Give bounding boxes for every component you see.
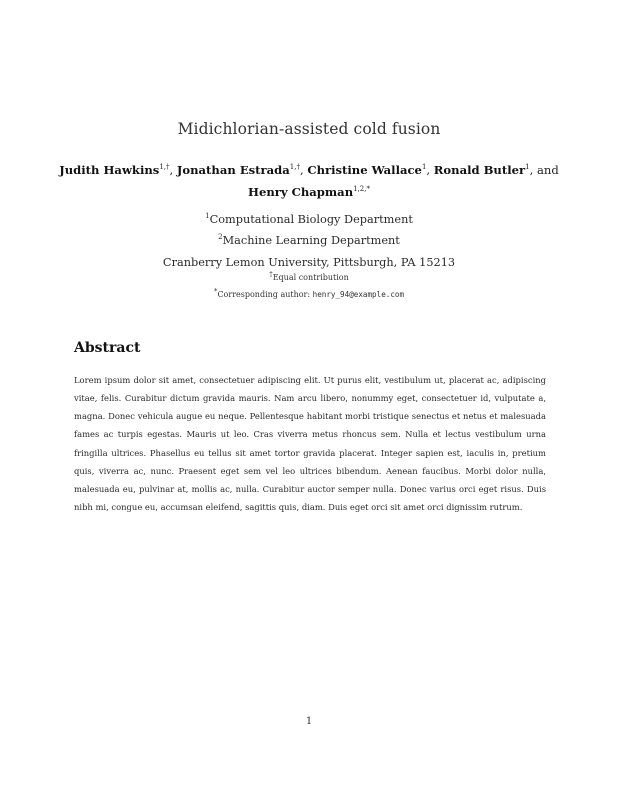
abstract-body: Lorem ipsum dolor sit amet, consectetuer adipiscing elit. Ut purus elit, vestibulum ut, placerat ac, adipiscing vitae, felis. Curabitur dictum gravida mauris. Nam arcu libero, nonummy eget, consectetuer id, vulputate a, magna. Donec vehicula augue eu neque. Pellentesque habitant morbi tristique senectus et netus et malesuada fames ac turpis egestas. Mauris ut leo. Cras viverra metus rhoncus sem. Nulla et lectus vestibulum urna fringilla ultrices. Phasellus eu tellus sit amet tortor gravida placerat. Integer sapien est, iaculis in, pretium quis, viverra ac, nunc. Praesent eget sem vel leo ultrices bibendum. Aenean faucibus. Morbi dolor nulla, malesuada eu, pulvinar at, mollis ac, nulla. Curabitur auctor semper nulla. Donec varius orci eget risus. Duis nibh mi, congue eu, accumsan eleifend, sagittis quis, diam. Duis eget orci sit amet orci dignissim rutrum. bbox=[74, 375, 546, 513]
corresponding-author-email[interactable]: henry_94@example.com bbox=[312, 290, 405, 299]
affiliation-text: Machine Learning Department bbox=[222, 234, 400, 247]
author-name: Ronald Butler bbox=[433, 163, 526, 177]
equal-contribution-text: Equal contribution bbox=[272, 273, 349, 282]
author bbox=[307, 163, 426, 177]
affiliation-mark: 1 bbox=[205, 212, 210, 221]
author-name: Christine Wallace bbox=[307, 163, 422, 177]
equal-contribution-note bbox=[0, 270, 618, 282]
abstract-heading: Abstract bbox=[74, 340, 141, 356]
author bbox=[177, 163, 300, 177]
equal-contribution-mark: † bbox=[269, 270, 273, 279]
author-name: Henry Chapman bbox=[248, 185, 354, 199]
author-separator: , and bbox=[529, 163, 559, 177]
affiliation bbox=[0, 213, 618, 226]
author-separator: , bbox=[426, 163, 434, 177]
author-separator: , bbox=[299, 163, 308, 177]
author-affiliation-marks: 1 bbox=[525, 163, 530, 172]
author bbox=[59, 163, 169, 177]
author-separator: , bbox=[169, 163, 177, 177]
corresponding-author-mark: * bbox=[213, 287, 218, 296]
author-affiliation-marks: 1 bbox=[421, 163, 427, 172]
author-affiliation-marks: 1,† bbox=[159, 163, 170, 172]
affiliation bbox=[0, 234, 618, 247]
affiliation-mark: 2 bbox=[218, 233, 223, 242]
page-number: 1 bbox=[305, 716, 313, 727]
author bbox=[434, 163, 530, 177]
affiliation-text: Computational Biology Department bbox=[209, 213, 413, 226]
author bbox=[248, 185, 370, 199]
author-list bbox=[40, 159, 578, 203]
corresponding-author-text: Corresponding author: bbox=[217, 290, 313, 299]
affiliation bbox=[0, 256, 618, 269]
corresponding-author-note bbox=[0, 287, 618, 299]
author-affiliation-marks: 1,2,* bbox=[353, 185, 370, 194]
author-name: Judith Hawkins bbox=[59, 163, 160, 177]
affiliation-text: Cranberry Lemon University, Pittsburgh, PA 15213 bbox=[162, 256, 456, 269]
author-name: Jonathan Estrada bbox=[176, 163, 290, 177]
paper-title: Midichlorian-assisted cold fusion bbox=[177, 120, 441, 138]
author-affiliation-marks: 1,† bbox=[289, 163, 300, 172]
